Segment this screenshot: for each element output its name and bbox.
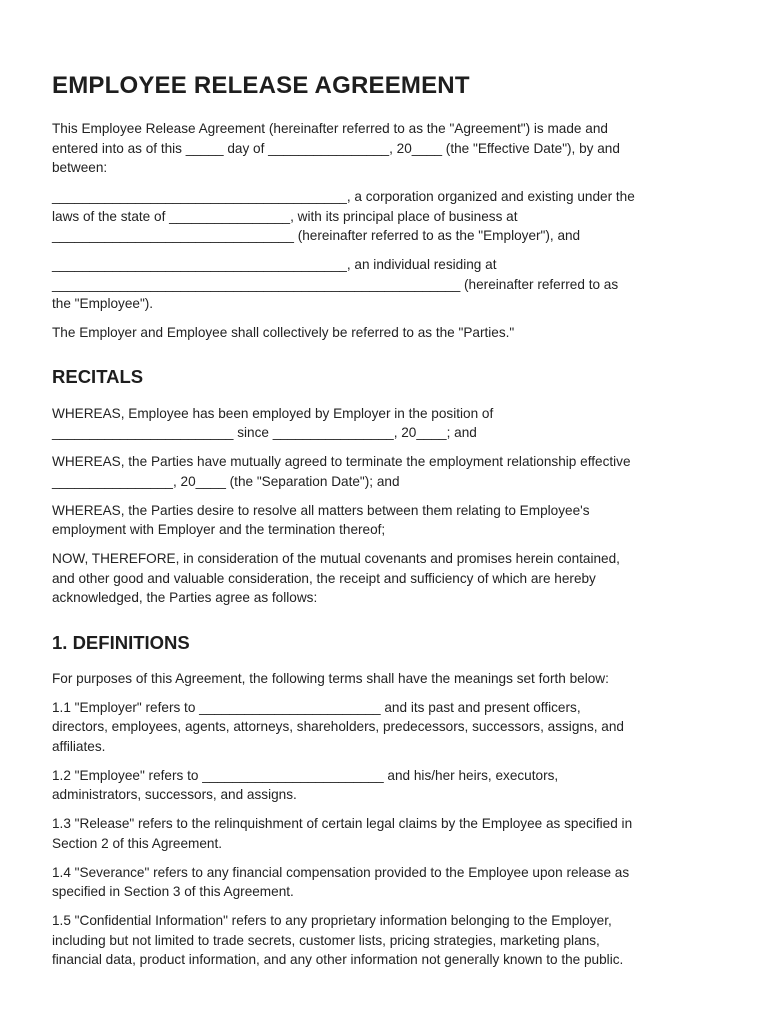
- definition-employee: 1.2 "Employee" refers to ________________________ and his/her heirs, executors, administrators, successors, and assigns.: [52, 767, 559, 802]
- definitions-intro: For purposes of this Agreement, the following terms shall have the meanings set forth below:: [52, 670, 609, 686]
- definition-confidential-information: 1.5 "Confidential Information" refers to any proprietary information belonging to the Employer, including but not limited to trade secrets, customer lists, pricing strategies, marketing plans, financial data, product information, and any other information not generally known to the public.: [52, 913, 624, 967]
- recital-now-therefore: NOW, THEREFORE, in consideration of the mutual covenants and promises herein contained, and other good and valuable consideration, the receipt and sufficiency of which are hereby acknowledged, the Parties agree as follows:: [52, 551, 620, 605]
- document-title: EMPLOYEE RELEASE AGREEMENT: [52, 72, 470, 99]
- definition-employer: 1.1 "Employer" refers to ________________________ and its past and present officers, directors, employees, agents, attorneys, shareholders, predecessors, successors, assigns, and affiliates.: [52, 699, 624, 754]
- recital-termination: WHEREAS, the Parties have mutually agreed to terminate the employment relationship effective ________________, 20____ (the "Separation Date"); and: [52, 454, 631, 489]
- definitions-heading: 1. DEFINITIONS: [52, 631, 190, 653]
- recitals-heading: RECITALS: [52, 365, 144, 387]
- intro-paragraph-employer: _______________________________________, a corporation organized and existing under the laws of the state of ________________, with its principal place of business at ________________________________ (hereinafter referred to as the "Employer"), and: [52, 189, 635, 243]
- recital-resolve: WHEREAS, the Parties desire to resolve all matters between them relating to Employee's employment with Employer and the termination thereof;: [52, 502, 590, 537]
- intro-paragraph-employee: _______________________________________, an individual residing at ______________________________________________________ (hereinafter referred to as the "Employee").: [52, 257, 619, 311]
- intro-paragraph-agreement: This Employee Release Agreement (hereinafter referred to as the "Agreement") is made and entered into as of this _____ day of ________________, 20____ (the "Effective Date"), by and between:: [52, 121, 620, 175]
- definition-severance: 1.4 "Severance" refers to any financial compensation provided to the Employee upon release as specified in Section 3 of this Agreement.: [52, 864, 630, 899]
- definition-release: 1.3 "Release" refers to the relinquishment of certain legal claims by the Employee as specified in Section 2 of this Agreement.: [52, 816, 633, 851]
- intro-paragraph-parties: The Employer and Employee shall collectively be referred to as the "Parties.": [52, 325, 515, 340]
- recital-position: WHEREAS, Employee has been employed by Employer in the position of ________________________ since ________________, 20____; and: [52, 405, 494, 440]
